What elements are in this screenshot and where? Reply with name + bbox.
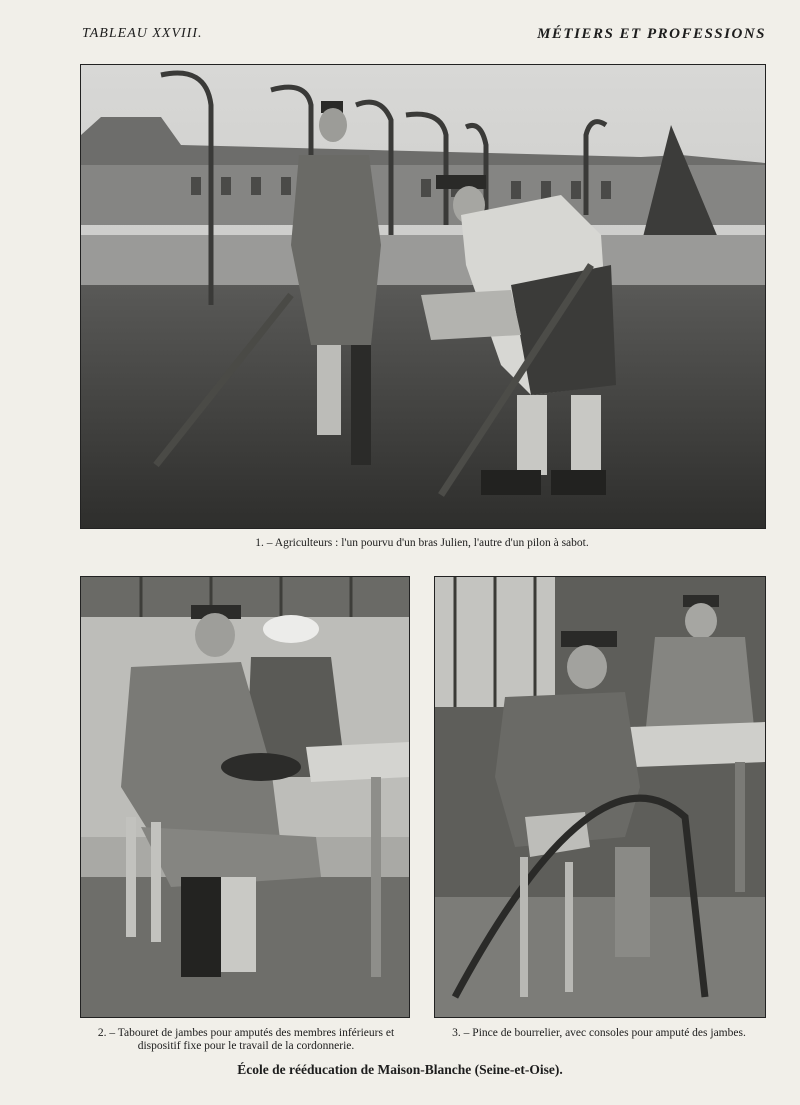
caption-photo-3: 3. – Pince de bourrelier, avec consoles pour amputé des jambes. xyxy=(452,1027,746,1039)
photo-shoemaker xyxy=(80,576,410,1018)
photo-farmers xyxy=(80,64,766,529)
page-footer-title: École de rééducation de Maison-Blanche (Seine-et-Oise). xyxy=(237,1062,563,1077)
caption-photo-2: 2. – Tabouret de jambes pour amputés des membres inférieurs et dispositif fixe pour le travail de la cordonnerie. xyxy=(97,1027,395,1052)
section-title: MÉTIERS ET PROFESSIONS xyxy=(537,26,766,42)
caption-photo-1: 1. – Agriculteurs : l'un pourvu d'un bras Julien, l'autre d'un pilon à sabot. xyxy=(255,537,589,549)
plate-number: TABLEAU XXVIII. xyxy=(82,26,203,41)
photo-saddler xyxy=(434,576,766,1018)
